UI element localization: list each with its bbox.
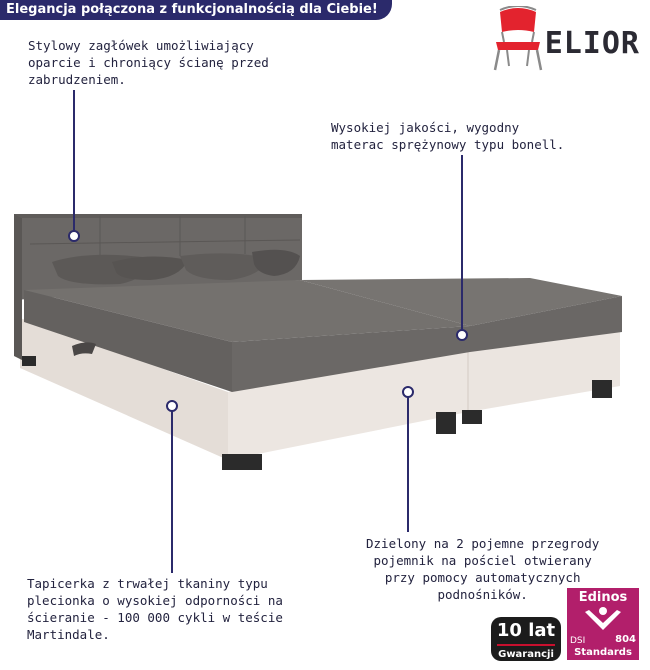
- edinos-dsi: DSI: [570, 636, 586, 646]
- marker-line-mattress: [461, 155, 463, 333]
- note-mattress: Wysokiej jakości, wygodny materac sprężynowy typu bonell.: [331, 120, 565, 152]
- marker-dot-upholstery: [166, 400, 178, 412]
- warranty-badge: [491, 617, 561, 661]
- marker-line-headboard: [73, 90, 75, 233]
- marker-line-upholstery: [171, 408, 173, 573]
- warranty-years: 10 lat: [496, 620, 556, 641]
- marker-dot-headboard: [68, 230, 80, 242]
- edinos-number: 804: [615, 634, 636, 645]
- note-storage: Dzielony na 2 pojemne przegrody pojemnik na pościel otwierany przy pomocy automatycznych podnośników.: [366, 536, 600, 602]
- edinos-standards: Standards: [574, 647, 632, 658]
- edinos-title: Edinos: [578, 590, 628, 605]
- marker-dot-mattress: [456, 329, 468, 341]
- marker-line-storage: [407, 394, 409, 532]
- note-headboard: Stylowy zagłówek umożliwiający oparcie i chroniący ścianę przed zabrudzeniem.: [28, 38, 269, 87]
- brand-name: ELIOR: [544, 26, 640, 61]
- edinos-badge: [567, 588, 639, 660]
- warranty-bar: [497, 644, 555, 646]
- marker-dot-storage: [402, 386, 414, 398]
- note-upholstery: Tapicerka z trwałej tkaniny typu plecionka o wysokiej odporności na ścieranie - 100 000 cykli w teście Martindale.: [27, 576, 283, 642]
- warranty-label: Gwarancji: [498, 649, 554, 660]
- top-banner: Elegancja połączona z funkcjonalnością dla Ciebie!: [0, 0, 392, 20]
- person-icon: [583, 606, 623, 636]
